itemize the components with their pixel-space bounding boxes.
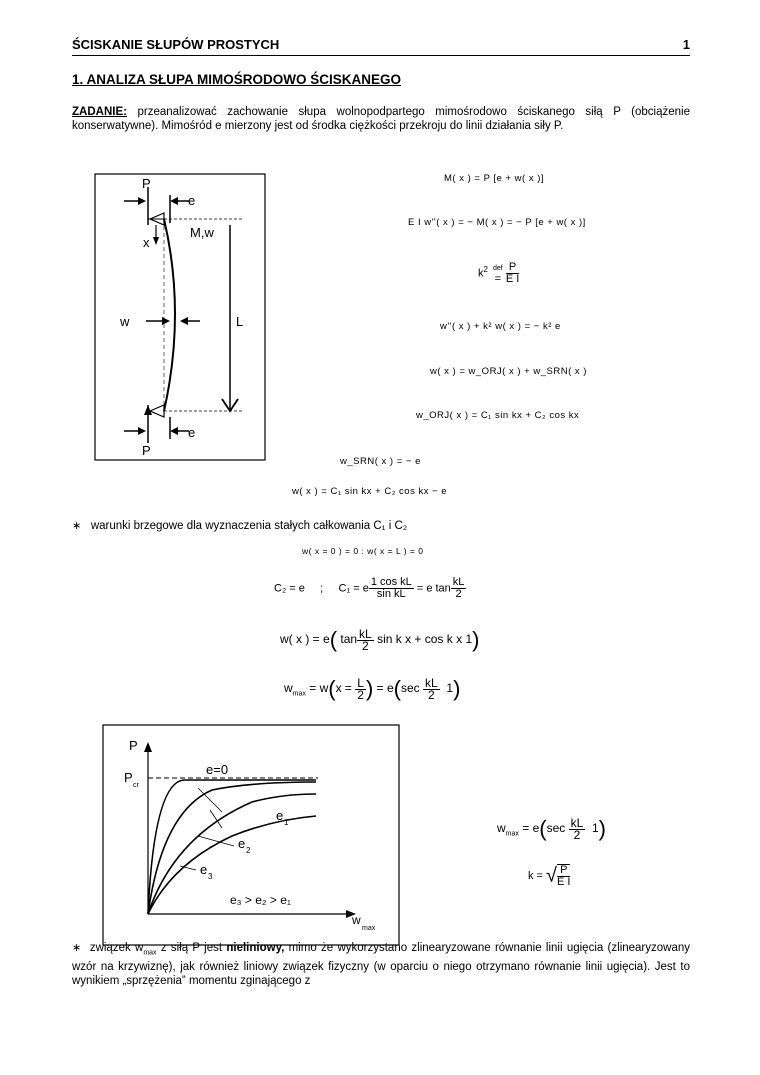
wmax-num: L	[357, 675, 364, 690]
side-equation-wmax: $w_{max} = e(\sec$ $\frac{kL}{2}$ 1)	[497, 815, 606, 842]
wmax-num2: kL	[425, 675, 438, 690]
label-e0: e=0	[206, 762, 229, 777]
def-label: def	[493, 264, 503, 272]
b2-part3: mimo że wykorzystano zlinearyzowane równanie linii ugięcia (zlinearyzowany wzór na krzywiznę), jak również liniowy związek fizyczny (w oparciu o niego otrzymano równanie linii ugięcia). Jest to wynikiem „sprzężenia” momentu zginającego z	[72, 942, 691, 988]
c1-den: sin kL	[376, 588, 406, 600]
b2-part1: związek w	[89, 942, 144, 954]
label-P-bottom: P	[142, 443, 151, 458]
equation-k-def: $k^2$ def = $\frac{P}{\text{E I}}$	[478, 261, 520, 285]
side-den: 2	[573, 827, 581, 842]
c1-lhs: C₁ = e	[338, 582, 369, 595]
c1-mid: = e tan	[416, 582, 451, 595]
bullet-icon: ∗	[72, 520, 82, 532]
c1-den2: 2	[455, 588, 462, 600]
equation-ode2: w''( x ) + k² w( x ) = − k² e	[440, 321, 561, 332]
column-diagram	[94, 173, 266, 461]
section-title: 1. ANALIZA SŁUPA MIMOŚRODOWO ŚCISKANEGO	[72, 72, 402, 87]
bullet2-icon: ∗	[72, 942, 82, 954]
wmax-den: 2	[357, 687, 364, 702]
task-label: ZADANIE:	[72, 106, 127, 118]
label-Pcr: P	[124, 770, 133, 785]
bullet-boundary	[72, 519, 690, 533]
bullet-nonlinear	[72, 941, 690, 988]
label-w: w	[120, 314, 130, 329]
c1-num: 1 cos kL	[370, 576, 412, 588]
wmax-rhs: = e	[376, 681, 394, 696]
label-L: L	[236, 314, 244, 329]
side-num: kL	[570, 815, 584, 830]
side-wmax-sub: max	[505, 830, 519, 838]
equation-constants	[274, 577, 466, 600]
label-e3-sub: 3	[208, 872, 213, 881]
page-header	[72, 37, 690, 52]
wx-lhs: w( x ) = e	[280, 632, 330, 647]
wx-rest: sin k x + cos k x 1	[377, 632, 473, 647]
c2-eq: C₂ = e	[274, 582, 305, 595]
k-den: E I	[505, 273, 520, 285]
bullet-boundary-text: warunki brzegowe dla wyznaczenia stałych całkowania C₁ i C₂	[90, 520, 408, 532]
label-e2: e	[238, 836, 246, 851]
side-wmax-w: w	[497, 821, 506, 836]
side-end: 1	[591, 821, 599, 836]
side-equation-k: k = √ $\frac{P}{\text{E I}}$	[528, 864, 571, 888]
equation-moment: M( x ) = P [e + w( x )]	[444, 173, 545, 184]
wmax-end: 1	[446, 681, 454, 696]
equation-deflection: w( x ) = e( tan $\frac{kL}{2}$ sin k x + cos k x 1)	[280, 626, 480, 653]
label-e-bottom: e	[188, 425, 196, 440]
header-title: ŚCISKANIE SŁUPÓW PROSTYCH	[72, 37, 280, 52]
load-deflection-diagram	[102, 724, 400, 946]
boundary-conditions: w( x = 0 ) = 0 : w( x = L ) = 0	[302, 546, 424, 556]
label-x: x	[143, 235, 150, 250]
wmax-sec: sec	[400, 681, 420, 696]
label-Pcr-sub: cr	[133, 782, 139, 789]
wx-num: kL	[359, 626, 372, 641]
k-num: P	[506, 262, 519, 274]
equation-homogeneous: w_ORJ( x ) = C₁ sin kx + C₂ cos kx	[416, 410, 580, 421]
label-e3: e	[200, 862, 208, 877]
sep: ;	[320, 582, 324, 595]
label-P-top: P	[142, 176, 151, 191]
equation-ode: E I w''( x ) = − M( x ) = − P [e + w( x )]	[408, 217, 586, 228]
axis-P: P	[129, 738, 138, 753]
label-Mw: M,w	[190, 225, 214, 240]
wx-tan: tan	[340, 632, 358, 647]
side-k-lhs: k =	[528, 869, 543, 882]
side-k-den: E I	[557, 876, 571, 888]
axis-w-sub: max	[362, 925, 376, 932]
wmax-w: w	[284, 681, 293, 696]
label-inequality: e₃ > e₂ > e₁	[230, 893, 291, 907]
equation-wmax: $w_{max} = w(x$ = $\frac{L}{2}$ ) = e(sec $\frac{kL}{2}$ 1)	[284, 675, 461, 702]
side-wmax-eq: = e	[522, 821, 540, 836]
label-e1: e	[276, 808, 284, 823]
side-k-num: P	[557, 865, 570, 877]
task-text: przeanalizować zachowanie słupa wolnopodpartego mimośrodowo ściskanego siłą P (obciążenie konserwatywne). Mimośród e mierzony jest od środka ciężkości przekroju do linii działania siły P.	[72, 106, 690, 132]
wx-den: 2	[362, 638, 369, 653]
wmax-mid: = w	[309, 681, 329, 696]
k-exp: 2	[483, 264, 488, 274]
equation-particular: w_SRN( x ) = − e	[340, 456, 421, 467]
wmax-sub: max	[292, 690, 306, 698]
k-symbol: k	[478, 267, 484, 280]
task-paragraph	[72, 105, 690, 133]
axis-w: w	[352, 913, 361, 927]
wmax-x: x =	[335, 681, 352, 696]
b2-bold: nieliniowy,	[226, 942, 285, 954]
c1-num2: kL	[452, 576, 465, 588]
header-rule	[72, 55, 690, 56]
b2-part2: z siłą P jest	[156, 942, 227, 954]
label-e1-sub: 1	[284, 818, 289, 827]
page-number: 1	[682, 37, 690, 52]
equation-general: w( x ) = C₁ sin kx + C₂ cos kx − e	[292, 486, 448, 497]
equation-superposition: w( x ) = w_ORJ( x ) + w_SRN( x )	[430, 366, 587, 377]
wmax-den2: 2	[428, 687, 435, 702]
label-e2-sub: 2	[246, 846, 251, 855]
label-e-top: e	[188, 193, 196, 208]
side-sec: sec	[546, 821, 566, 836]
b2-sub: max	[143, 949, 157, 957]
